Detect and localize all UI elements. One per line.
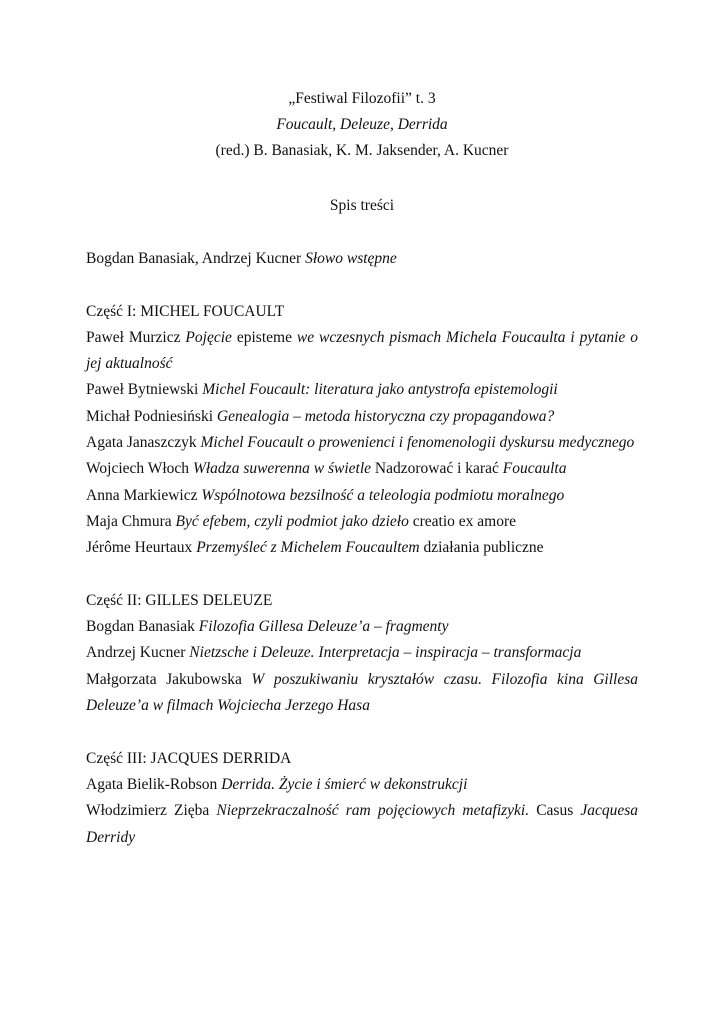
entry-title-part: działania publiczne [419, 539, 544, 557]
entry-author: Włodzimierz Zięba [86, 802, 217, 820]
toc-entry-intro [86, 246, 638, 272]
entry-title-part: we wczesnych pismach Michela Foucaulta i pytanie o jej aktualność [86, 328, 638, 373]
toc-entry [86, 483, 638, 509]
section-title: Część III: JACQUES DERRIDA [86, 749, 292, 767]
table-of-contents [86, 246, 638, 877]
entry-title-part: Pojęcie [185, 328, 232, 346]
entry-title-part: creatio ex amore [408, 512, 516, 530]
editors-line: (red.) B. Banasiak, K. M. Jaksender, A. Kucner [215, 142, 509, 159]
toc-entry [86, 509, 638, 535]
toc-entry [86, 377, 638, 403]
toc-entry [86, 404, 638, 430]
entry-title: Michel Foucault: literatura jako antystrofa epistemologii [202, 381, 558, 399]
toc-entry [86, 614, 638, 640]
entry-author: Anna Markiewicz [86, 486, 202, 504]
table-of-contents-title: Spis treści [329, 197, 395, 214]
toc-entry [86, 535, 638, 561]
entry-title-part: Foucaulta [502, 460, 567, 478]
section-title: Część I: MICHEL FOUCAULT [86, 302, 285, 320]
entry-author: Andrzej Kucner [86, 644, 190, 662]
series-line: „Festiwal Filozofii” t. 3 [288, 90, 436, 107]
entry-title: Genealogia – metoda historyczna czy propagandowa? [216, 407, 555, 425]
toc-entry [86, 640, 638, 666]
entry-title-part: Casus [529, 802, 581, 820]
entry-author: Agata Janaszczyk [86, 434, 201, 452]
toc-entry [86, 667, 638, 720]
toc-entry [86, 325, 638, 378]
entry-title: W poszukiwaniu kryształów czasu. Filozofia kina Gillesa Deleuze’a w filmach Wojciecha Jerzego Hasa [86, 670, 639, 715]
entry-author: Paweł Bytniewski [86, 381, 203, 399]
entry-author: Maja Chmura [86, 512, 176, 530]
toc-section-foucault [86, 299, 638, 562]
entry-title-part: Przemyśleć z Michelem Foucaultem [196, 539, 420, 557]
entry-title-part: Nieprzekraczalność ram pojęciowych metafizyki. [216, 802, 530, 820]
entry-title-part: Być efebem, czyli podmiot jako dzieło [175, 512, 409, 530]
entry-author: Agata Bielik-Robson [86, 775, 222, 793]
toc-entry [86, 798, 638, 851]
entry-author: Bogdan Banasiak [86, 618, 199, 636]
entry-author: Bogdan Banasiak, Andrzej Kucner [86, 250, 306, 267]
document-header [0, 86, 724, 164]
entry-title: Derrida. Życie i śmierć w dekonstrukcji [221, 775, 468, 793]
entry-title-part: Jacquesa Derridy [86, 802, 638, 846]
entry-author: Wojciech Włoch [86, 460, 193, 478]
entry-title: Słowo wstępne [305, 250, 397, 267]
toc-entry [86, 456, 638, 482]
toc-section-derrida [86, 746, 638, 851]
entry-author: Jérôme Heurtaux [86, 539, 197, 557]
entry-author: Paweł Murzicz [86, 328, 186, 346]
entry-author: Małgorzata Jakubowska [86, 670, 252, 688]
entry-title-part: Nadzorować i karać [371, 460, 503, 478]
entry-title: Wspólnotowa bezsilność a teleologia podmiotu moralnego [201, 486, 565, 504]
entry-title-part: episteme [231, 328, 297, 346]
toc-section-deleuze [86, 588, 638, 719]
entry-author: Michał Podniesiński [86, 407, 217, 425]
entry-title: Michel Foucault o prowenienci i fenomenologii dyskursu medycznego [200, 434, 635, 452]
entry-title: Filozofia Gillesa Deleuze’a – fragmenty [198, 618, 449, 636]
entry-title-part: Władza suwerenna w świetle [192, 460, 372, 478]
volume-title: Foucault, Deleuze, Derrida [276, 116, 448, 133]
entry-title: Nietzsche i Deleuze. Interpretacja – inspiracja – transformacja [189, 644, 582, 662]
section-title: Część II: GILLES DELEUZE [86, 591, 273, 609]
toc-entry [86, 430, 638, 456]
toc-entry [86, 772, 638, 798]
